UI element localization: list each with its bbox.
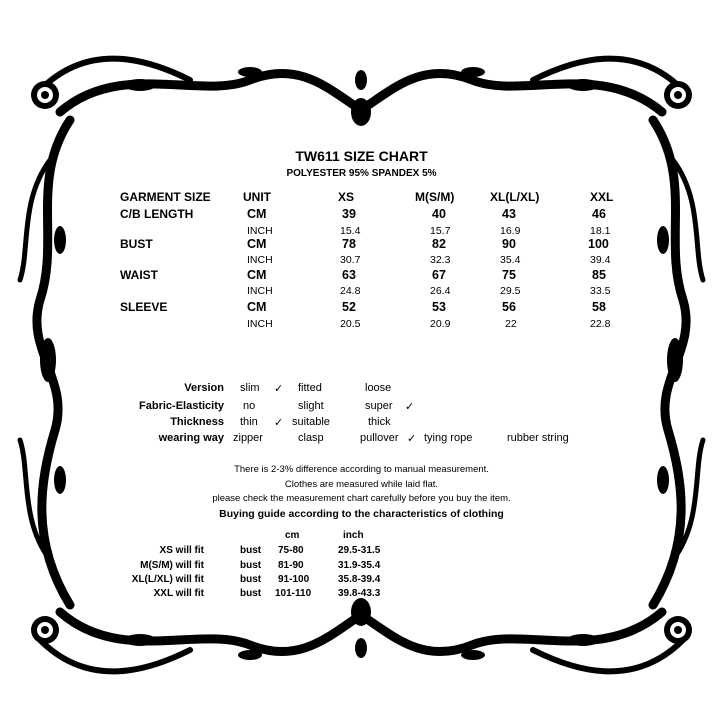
cell: 26.4 bbox=[430, 285, 451, 297]
guide-row-label: M(S/M) will fit bbox=[140, 560, 204, 571]
row-label-sleeve: SLEEVE bbox=[120, 300, 168, 314]
row-label-cb-length: C/B LENGTH bbox=[120, 207, 194, 221]
wearing-tying-rope: tying rope bbox=[424, 432, 473, 444]
thickness-thin: thin bbox=[240, 416, 258, 428]
cell: 67 bbox=[432, 268, 446, 282]
material-line: POLYESTER 95% SPANDEX 5% bbox=[286, 168, 437, 179]
guide-col-inch: inch bbox=[343, 530, 364, 541]
guide-row-cm: 91-100 bbox=[278, 574, 310, 585]
chart-title: TW611 SIZE CHART bbox=[295, 148, 428, 164]
thickness-suitable: suitable bbox=[292, 416, 330, 428]
unit-cm: CM bbox=[247, 268, 267, 282]
guide-row-inch: 31.9-35.4 bbox=[338, 560, 381, 571]
wearing-rubber-string: rubber string bbox=[507, 432, 569, 444]
cell: 52 bbox=[342, 300, 356, 314]
wearing-zipper: zipper bbox=[233, 432, 263, 444]
guide-row-part: bust bbox=[240, 588, 262, 599]
cell: 32.3 bbox=[430, 254, 451, 266]
elasticity-slight: slight bbox=[298, 400, 324, 412]
cell: 24.8 bbox=[340, 285, 361, 297]
cell: 20.5 bbox=[340, 318, 361, 330]
cell: 18.1 bbox=[590, 225, 611, 237]
guide-row-label: XL(L/XL) will fit bbox=[131, 574, 204, 585]
note-check-chart: please check the measurement chart carefully before you buy the item. bbox=[212, 493, 511, 504]
cell: 30.7 bbox=[340, 254, 361, 266]
cell: 39 bbox=[342, 207, 356, 221]
guide-row-cm: 101-110 bbox=[275, 588, 312, 599]
header-xl: XL(L/XL) bbox=[490, 190, 540, 204]
guide-row-inch: 39.8-43.3 bbox=[338, 588, 381, 599]
elasticity-label: Fabric-Elasticity bbox=[139, 400, 224, 412]
wearing-pullover: pullover bbox=[360, 432, 399, 444]
version-label: Version bbox=[184, 382, 224, 394]
cell: 63 bbox=[342, 268, 356, 282]
check-icon: ✓ bbox=[405, 401, 415, 413]
cell: 15.7 bbox=[430, 225, 451, 237]
unit-inch: INCH bbox=[247, 285, 273, 297]
row-label-waist: WAIST bbox=[120, 268, 158, 282]
version-fitted: fitted bbox=[298, 382, 322, 394]
cell: 58 bbox=[592, 300, 606, 314]
cell: 29.5 bbox=[500, 285, 521, 297]
cell: 33.5 bbox=[590, 285, 611, 297]
elasticity-no: no bbox=[243, 400, 256, 412]
cell: 22.8 bbox=[590, 318, 611, 330]
check-icon: ✓ bbox=[274, 383, 284, 395]
header-garment-size: GARMENT SIZE bbox=[120, 190, 211, 204]
guide-row-inch: 35.8-39.4 bbox=[338, 574, 381, 585]
wearing-label: wearing way bbox=[158, 432, 224, 444]
guide-row-cm: 81-90 bbox=[278, 560, 304, 571]
guide-row-cm: 75-80 bbox=[278, 545, 304, 556]
cell: 40 bbox=[432, 207, 446, 221]
cell: 53 bbox=[432, 300, 446, 314]
unit-inch: INCH bbox=[247, 254, 273, 266]
unit-inch: INCH bbox=[247, 225, 273, 237]
cell: 90 bbox=[502, 237, 516, 251]
cell: 46 bbox=[592, 207, 606, 221]
check-icon: ✓ bbox=[407, 433, 417, 445]
cell: 15.4 bbox=[340, 225, 361, 237]
version-loose: loose bbox=[365, 382, 392, 394]
cell: 85 bbox=[592, 268, 606, 282]
row-label-bust: BUST bbox=[120, 237, 153, 251]
header-m: M(S/M) bbox=[415, 190, 455, 204]
cell: 39.4 bbox=[590, 254, 611, 266]
check-icon: ✓ bbox=[274, 417, 284, 429]
elasticity-super: super bbox=[365, 400, 393, 412]
cell: 43 bbox=[502, 207, 516, 221]
unit-cm: CM bbox=[247, 300, 267, 314]
note-laid-flat: Clothes are measured while laid flat. bbox=[284, 479, 439, 490]
cell: 35.4 bbox=[500, 254, 521, 266]
unit-inch: INCH bbox=[247, 318, 273, 330]
guide-col-cm: cm bbox=[285, 530, 300, 541]
guide-row-inch: 29.5-31.5 bbox=[338, 545, 381, 556]
unit-cm: CM bbox=[247, 237, 267, 251]
guide-row-label: XS will fit bbox=[159, 545, 204, 556]
guide-row-part: bust bbox=[240, 560, 262, 571]
cell: 16.9 bbox=[500, 225, 521, 237]
cell: 56 bbox=[502, 300, 516, 314]
unit-cm: CM bbox=[247, 207, 267, 221]
cell: 20.9 bbox=[430, 318, 451, 330]
note-difference: There is 2-3% difference according to manual measurement. bbox=[234, 464, 489, 475]
guide-row-part: bust bbox=[240, 545, 262, 556]
thickness-thick: thick bbox=[368, 416, 391, 428]
cell: 22 bbox=[505, 318, 517, 330]
cell: 78 bbox=[342, 237, 356, 251]
buying-guide-title: Buying guide according to the characteristics of clothing bbox=[219, 508, 504, 520]
cell: 75 bbox=[502, 268, 516, 282]
guide-row-part: bust bbox=[240, 574, 262, 585]
version-slim: slim bbox=[240, 382, 260, 394]
cell: 100 bbox=[588, 237, 609, 251]
header-unit: UNIT bbox=[243, 190, 271, 204]
header-xs: XS bbox=[338, 190, 355, 204]
header-xxl: XXL bbox=[590, 190, 614, 204]
wearing-clasp: clasp bbox=[298, 432, 324, 444]
guide-row-label: XXL will fit bbox=[153, 588, 204, 599]
thickness-label: Thickness bbox=[170, 416, 224, 428]
cell: 82 bbox=[432, 237, 446, 251]
